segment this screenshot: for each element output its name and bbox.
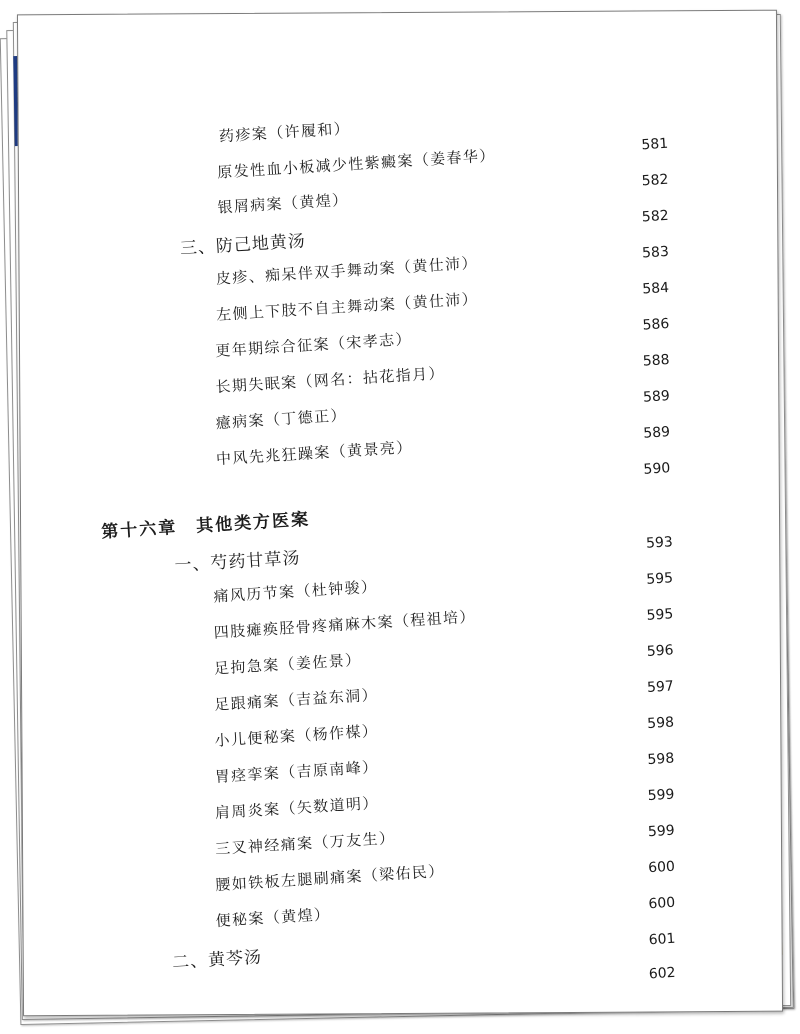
page-number: 582: [641, 207, 670, 226]
page-number: 590: [643, 460, 671, 478]
page-number: 598: [647, 750, 675, 769]
toc-entry: 左侧上下肢不自主舞动案（黄仕沛）: [215, 289, 479, 324]
page-number: 598: [646, 714, 675, 733]
page-number: 600: [647, 894, 676, 913]
page-number: 595: [645, 570, 674, 588]
page-number: 602: [648, 964, 676, 983]
page-number: 596: [646, 642, 675, 660]
toc-entry: 小儿便秘案（杨作楳）: [213, 721, 379, 750]
page-number: 600: [647, 858, 676, 877]
toc-entry: 癔病案（丁德正）: [215, 406, 348, 433]
page-number: 593: [645, 534, 674, 552]
page-number: 595: [646, 606, 674, 624]
page-number: 581: [640, 135, 669, 154]
toc-entry: 三叉神经痛案（万友生）: [214, 828, 396, 859]
page-number: 601: [648, 930, 676, 949]
toc-section: 一、芍药甘草汤: [173, 548, 301, 577]
toc-entry: 痛风历节案（杜钟骏）: [213, 577, 378, 606]
toc-entry: 便秘案（黄煌）: [215, 905, 331, 931]
page-number: 583: [641, 243, 670, 262]
toc-entry: 肩周炎案（矢数道明）: [214, 793, 380, 823]
toc-entry: 更年期综合征案（宋孝志）: [214, 329, 413, 361]
toc-section: 二、黄芩汤: [171, 947, 263, 973]
toc-entry: 原发性血小板减少性紫癜案（姜春华）: [216, 146, 497, 182]
toc-page: [17, 10, 783, 1017]
page-number: 589: [642, 424, 671, 442]
toc-entry: 中风先兆狂躁案（黄景亮）: [215, 438, 414, 469]
toc-entry: 腰如铁板左腿刷痛案（梁佑民）: [214, 861, 446, 895]
page-number: 588: [642, 352, 671, 370]
page-number: 582: [641, 171, 669, 190]
toc-entry: 足跟痛案（吉益东洞）: [213, 685, 379, 714]
page-number: 589: [642, 388, 671, 406]
toc-entry: 四肢瘫痪胫骨疼痛麻木案（程祖培）: [213, 607, 477, 642]
toc-entry: 长期失眠案（网名：拈花指月）: [215, 363, 446, 397]
page-number: 599: [647, 786, 675, 805]
toc-entry: 足拘急案（姜佐景）: [213, 650, 362, 678]
toc-section: 三、防己地黄汤: [179, 231, 307, 260]
toc-entry: 银屑病案（黄煌）: [216, 190, 350, 217]
page-number: 599: [647, 822, 676, 841]
toc-entry: 胃痉挛案（吉原南峰）: [214, 757, 380, 786]
page-number: 584: [641, 279, 670, 298]
toc-entry: 皮疹、痴呆伴双手舞动案（黄仕沛）: [215, 253, 479, 288]
page-number: 597: [646, 678, 675, 697]
page-number: 586: [642, 315, 670, 334]
chapter-heading: 第十六章 其他类方医案: [100, 509, 311, 543]
toc-entry: 药疹案（许履和）: [218, 119, 351, 146]
